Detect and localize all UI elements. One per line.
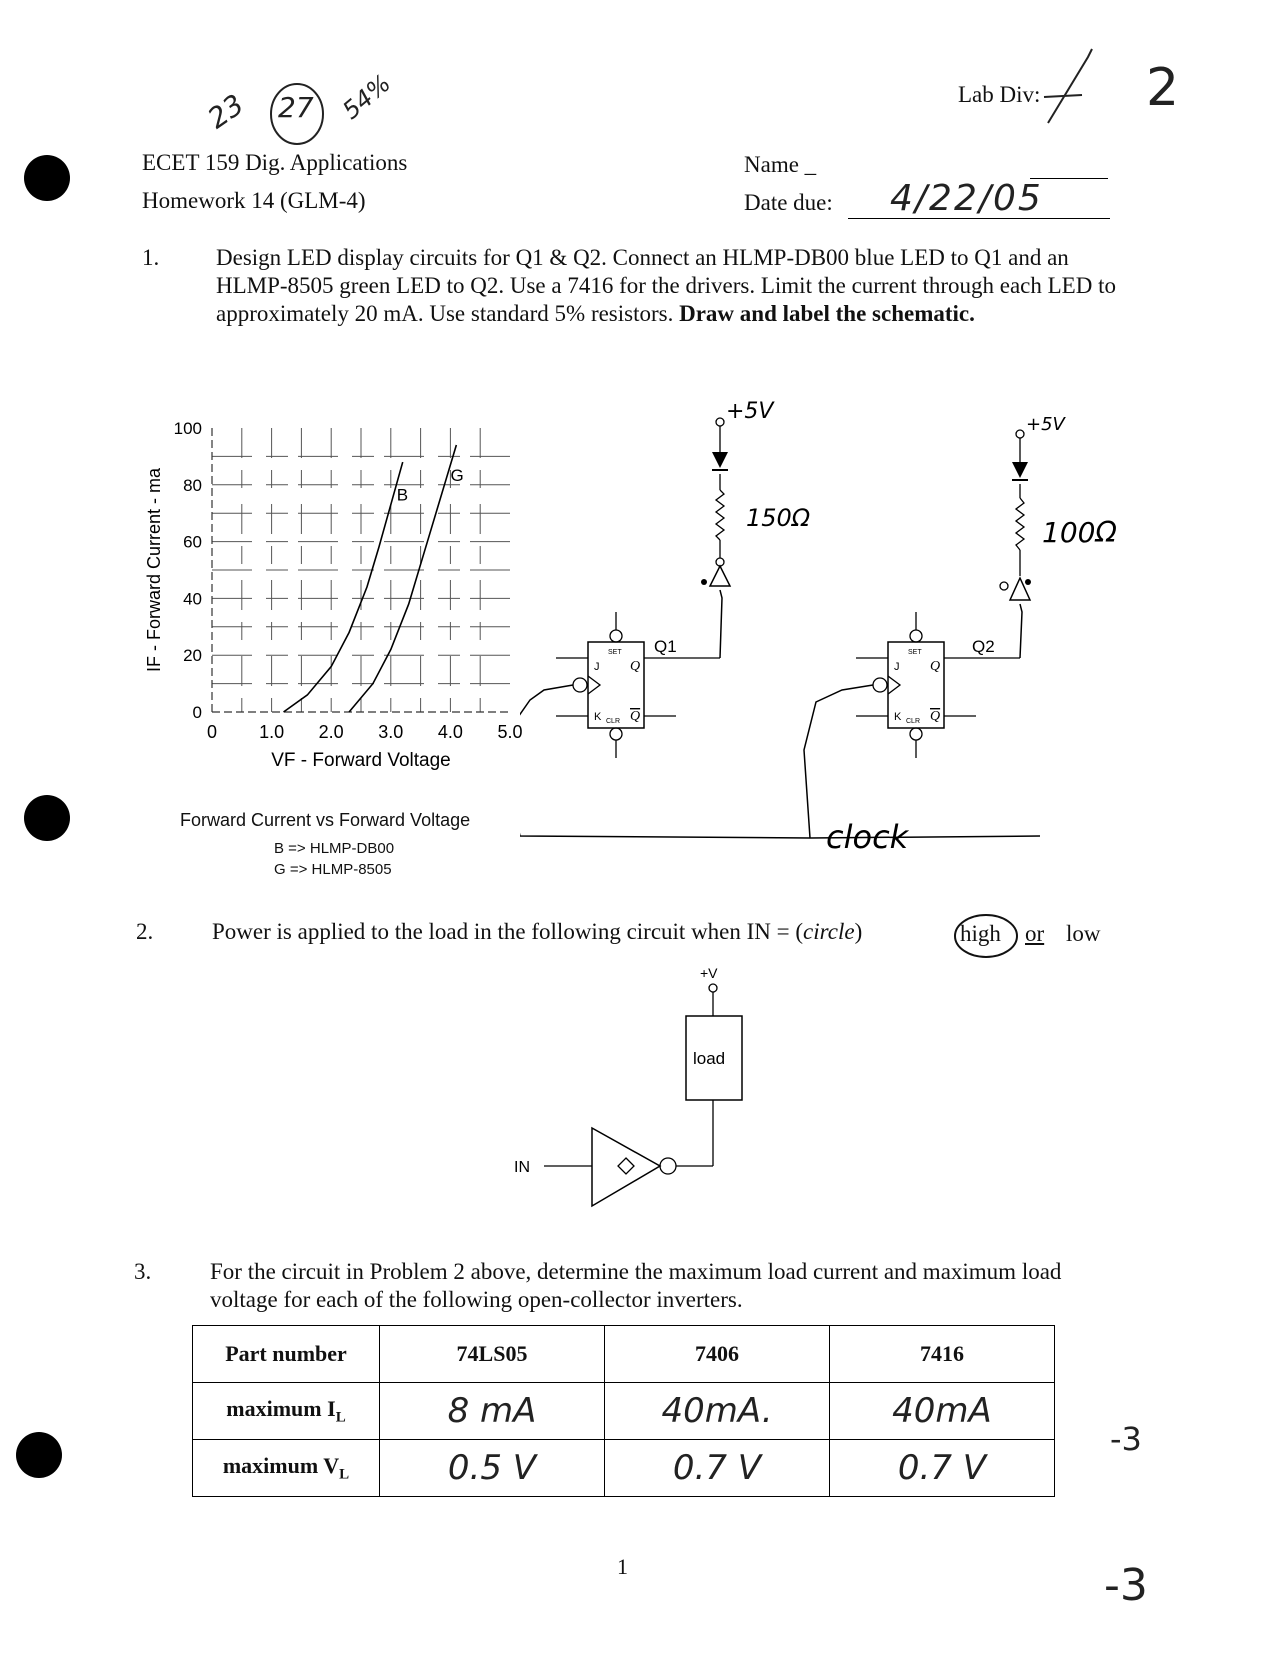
y-tick-label: 80 bbox=[183, 475, 202, 495]
page-number: 1 bbox=[617, 1554, 628, 1579]
table-header-cell: 7416 bbox=[830, 1326, 1055, 1383]
q3-text: For the circuit in Problem 2 above, determine the maximum load current and maximum load voltage for each of the following open-collector inverters. bbox=[210, 1259, 1062, 1312]
table-cell: 40mA bbox=[830, 1383, 1055, 1440]
option-or: or bbox=[1025, 921, 1045, 946]
option-high-circle bbox=[950, 910, 1022, 962]
y-tick-label: 60 bbox=[183, 532, 202, 552]
driver-led-q2 bbox=[1000, 430, 1031, 600]
row-label-vl-text: maximum V bbox=[222, 1452, 340, 1478]
punch-hole-bottom bbox=[16, 1432, 62, 1478]
option-high: high bbox=[960, 921, 1001, 946]
inverter-symbol bbox=[592, 1128, 660, 1206]
ff2-j: J bbox=[894, 661, 900, 673]
q1-bold: Draw and label the schematic. bbox=[679, 301, 975, 326]
chart-legend-g: G => HLMP-8505 bbox=[274, 861, 392, 878]
name-label: Name _ bbox=[744, 152, 817, 177]
score-circled: 27 bbox=[278, 91, 314, 124]
date-value: 4/22/05 bbox=[890, 178, 1043, 219]
ff2-qbar: Q bbox=[930, 709, 941, 724]
series-label-b: B bbox=[396, 485, 409, 505]
ff1-clr: CLR bbox=[606, 718, 621, 725]
flip-flop-q1 bbox=[556, 590, 722, 758]
q3-number: 3. bbox=[134, 1259, 152, 1284]
lab-div-label: Lab Div: bbox=[958, 82, 1041, 107]
y-tick-label: 0 bbox=[192, 703, 202, 722]
flip-flop-q2 bbox=[856, 604, 1022, 758]
x-axis-title: VF - Forward Voltage bbox=[271, 750, 451, 771]
table-header-cell: 74LS05 bbox=[380, 1326, 605, 1383]
table-cell: 8 mA bbox=[380, 1383, 605, 1440]
q1-body: Design LED display circuits for Q1 & Q2. Connect an HLMP-DB00 blue LED to Q1 and an HLMP-8505 green LED to Q2. Use a 7416 for the drivers. Limit the current through each LED to approximately 20 mA. Use standard 5% resistors. bbox=[216, 245, 1116, 326]
score-circle-mark bbox=[262, 81, 332, 151]
load-label: load bbox=[693, 1049, 726, 1068]
row-label-il-sub: L bbox=[335, 1409, 346, 1426]
ff1-j: J bbox=[594, 661, 600, 673]
ff1-k: K bbox=[594, 711, 602, 723]
forward-current-chart bbox=[140, 400, 540, 780]
score-percent: 54% bbox=[337, 69, 397, 125]
table-header-row bbox=[193, 1326, 1055, 1383]
chart-legend-b: B => HLMP-DB00 bbox=[274, 840, 395, 857]
in-label: IN bbox=[514, 1159, 530, 1176]
x-tick-label: 2.0 bbox=[318, 722, 344, 742]
row-label-il-text: maximum I bbox=[226, 1395, 336, 1421]
clock-label: clock bbox=[826, 818, 909, 850]
q1-number: 1. bbox=[142, 245, 160, 270]
ff1-qbar: Q bbox=[630, 709, 641, 724]
ff1-label: Q1 bbox=[654, 637, 677, 656]
q2-number: 2. bbox=[136, 919, 154, 944]
score-left: 23 bbox=[201, 87, 250, 136]
r1-label: 150Ω bbox=[746, 504, 811, 532]
vcc1-label: +5V bbox=[726, 399, 774, 424]
x-tick-label: 5.0 bbox=[497, 722, 523, 742]
series-label-g: G bbox=[450, 465, 464, 485]
table-row bbox=[193, 1383, 1055, 1440]
chart-caption: Forward Current vs Forward Voltage bbox=[180, 810, 471, 830]
driver-led-q1 bbox=[701, 418, 730, 586]
led-schematic bbox=[520, 390, 1140, 850]
q2-text bbox=[212, 918, 862, 946]
ff2-q: Q bbox=[930, 659, 941, 674]
ff2-label: Q2 bbox=[972, 637, 995, 656]
date-label: Date due: bbox=[744, 190, 833, 215]
ff1-q: Q bbox=[630, 659, 641, 674]
y-axis-title: IF - Forward Current - ma bbox=[144, 467, 164, 673]
ff2-k: K bbox=[894, 711, 902, 723]
name-label-text: Name bbox=[744, 152, 799, 177]
table-cell: 0.7 V bbox=[605, 1440, 830, 1497]
ff2-set: SET bbox=[908, 649, 922, 656]
punch-hole-middle bbox=[24, 795, 70, 841]
ff1-set: SET bbox=[608, 649, 622, 656]
table-row bbox=[193, 1440, 1055, 1497]
course-title: ECET 159 Dig. Applications bbox=[142, 150, 408, 175]
table-cell: 0.5 V bbox=[380, 1440, 605, 1497]
table-cell: 40mA. bbox=[605, 1383, 830, 1440]
inverter-table bbox=[192, 1325, 1055, 1497]
q1-text bbox=[216, 244, 1126, 328]
y-tick-label: 100 bbox=[173, 419, 202, 438]
option-low: low bbox=[1066, 921, 1101, 946]
ff2-clr: CLR bbox=[906, 718, 921, 725]
x-tick-label: 1.0 bbox=[259, 722, 285, 742]
punch-hole-top bbox=[24, 155, 70, 201]
lab-div-slash bbox=[1040, 45, 1120, 135]
homework-title: Homework 14 (GLM-4) bbox=[142, 188, 366, 213]
x-tick-label: 0 bbox=[206, 722, 218, 742]
row-label-vl bbox=[193, 1440, 380, 1497]
q2-circle-word: circle bbox=[803, 919, 855, 944]
q2-text-end: ) bbox=[854, 919, 863, 944]
total-deduction: -3 bbox=[1104, 1560, 1148, 1611]
q2-body: Power is applied to the load in the following circuit when IN = ( bbox=[212, 919, 804, 944]
lab-div-value: 2 bbox=[1146, 58, 1180, 118]
x-tick-label: 4.0 bbox=[437, 722, 463, 742]
vplus-label: +V bbox=[700, 965, 718, 981]
row-label-il bbox=[193, 1383, 380, 1440]
clock-wiring bbox=[520, 685, 1040, 838]
x-tick-label: 3.0 bbox=[378, 722, 404, 742]
row-label-vl-sub: L bbox=[339, 1466, 350, 1483]
q3-deduction: -3 bbox=[1110, 1420, 1142, 1458]
open-collector-circuit bbox=[500, 962, 800, 1222]
table-header-cell: 7406 bbox=[605, 1326, 830, 1383]
vcc2-label: +5V bbox=[1026, 414, 1065, 435]
r2-label: 100Ω bbox=[1042, 516, 1117, 549]
table-cell: 0.7 V bbox=[830, 1440, 1055, 1497]
y-tick-label: 40 bbox=[183, 589, 202, 609]
y-tick-label: 20 bbox=[183, 646, 202, 666]
score-annotation bbox=[200, 65, 420, 155]
table-header-cell: Part number bbox=[193, 1326, 380, 1383]
